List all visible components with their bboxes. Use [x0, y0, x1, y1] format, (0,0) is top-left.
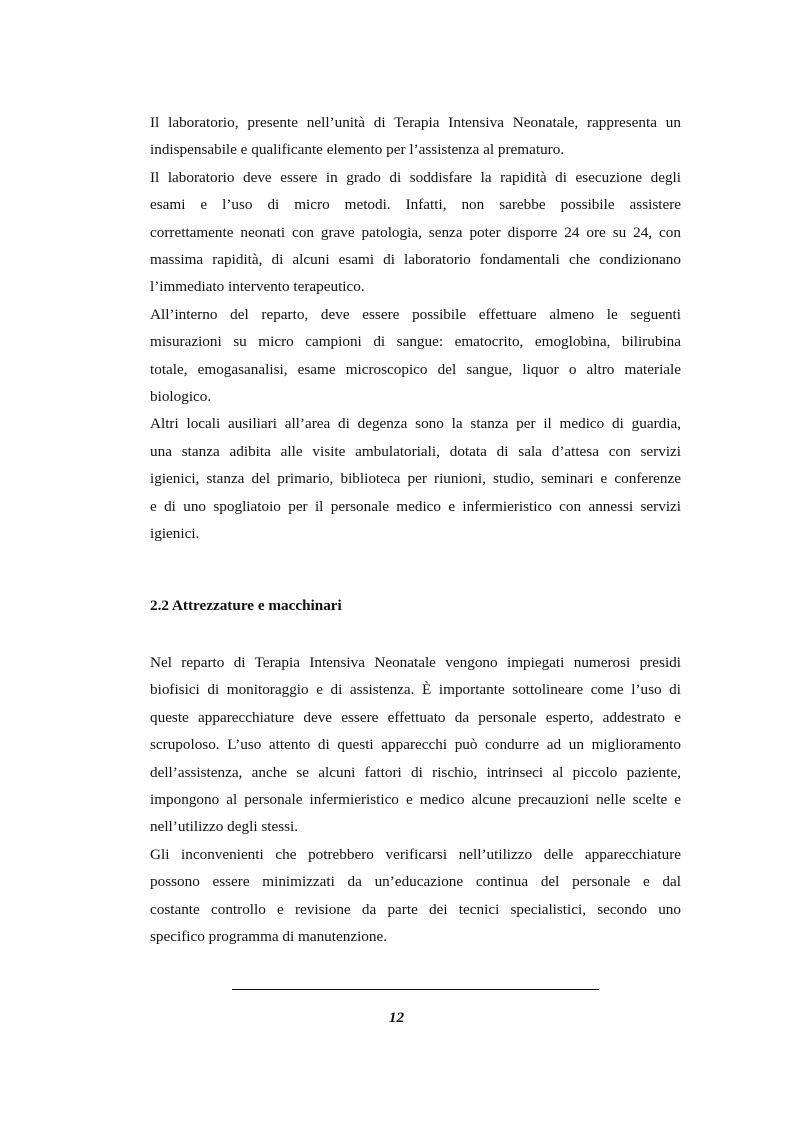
text-line: l’immediato intervento terapeutico. [150, 278, 365, 296]
text-line: dell’assistenza, anche se alcuni fattori di rischio, intrinseci al piccolo paziente, [150, 763, 681, 781]
text-line: queste apparecchiature deve essere effettuato da personale esperto, addestrato e [150, 708, 681, 726]
paragraph-misurazioni [150, 301, 681, 411]
text-line: igienici. [150, 525, 200, 543]
text-line: biologico. [150, 388, 212, 406]
text-line: specifico programma di manutenzione. [150, 928, 388, 946]
paragraph-locali-ausiliari [150, 410, 681, 547]
text-line: misurazioni su micro campioni di sangue: ematocrito, emoglobina, bilirubina [150, 333, 681, 351]
text-line: Il laboratorio, presente nell’unità di Terapia Intensiva Neonatale, rappresenta un [150, 114, 681, 131]
body-text-bottom [150, 649, 681, 950]
text-line: totale, emogasanalisi, esame microscopico del sangue, liquor o altro materiale [150, 360, 681, 378]
text-line: una stanza adibita alle visite ambulatoriali, dotata di sala d’attesa con servizi [150, 442, 681, 460]
text-line: indispensabile e qualificante elemento per l’assistenza al prematuro. [150, 141, 565, 159]
text-line: correttamente neonati con grave patologia, senza poter disporre 24 ore su 24, con [150, 223, 681, 241]
text-line: Nel reparto di Terapia Intensiva Neonatale vengono impiegati numerosi presidi [150, 654, 681, 671]
text-line: massima rapidità, di alcuni esami di laboratorio fondamentali che condizionano [150, 251, 681, 269]
paragraph-laboratorio-intro [150, 109, 681, 164]
paragraph-presidi-biofisici [150, 649, 681, 841]
section-heading: 2.2 Attrezzature e macchinari [150, 597, 342, 614]
text-line: possono essere minimizzati da un’educazione continua del personale e dal [150, 873, 681, 891]
body-text-top [150, 109, 681, 548]
text-line: biofisici di monitoraggio e di assistenza. È importante sottolineare come l’uso di [150, 681, 681, 699]
page-number: 12 [388, 1009, 405, 1026]
footer-divider [232, 989, 599, 990]
text-line: Gli inconvenienti che potrebbero verificarsi nell’utilizzo delle apparecchiature [150, 845, 681, 863]
text-line: igienici, stanza del primario, biblioteca per riunioni, studio, seminari e conferenze [150, 470, 681, 488]
text-line: e di uno spogliatoio per il personale medico e infermieristico con annessi servizi [150, 497, 681, 515]
text-line: esami e l’uso di micro metodi. Infatti, non sarebbe possibile assistere [150, 196, 681, 214]
text-line: costante controllo e revisione da parte dei tecnici specialistici, secondo uno [150, 900, 681, 918]
paragraph-laboratorio-rapidita [150, 164, 681, 301]
text-line: Altri locali ausiliari all’area di degenza sono la stanza per il medico di guardia, [150, 415, 681, 433]
text-line: scrupoloso. L’uso attento di questi apparecchi può condurre ad un miglioramento [150, 736, 681, 754]
paragraph-inconvenienti [150, 841, 681, 951]
text-line: All’interno del reparto, deve essere possibile effettuare almeno le seguenti [150, 305, 681, 323]
text-line: Il laboratorio deve essere in grado di soddisfare la rapidità di esecuzione degli [150, 168, 681, 186]
text-line: impongono al personale infermieristico e medico alcune precauzioni nelle scelte e [150, 791, 681, 809]
text-line: nell’utilizzo degli stessi. [150, 818, 299, 836]
